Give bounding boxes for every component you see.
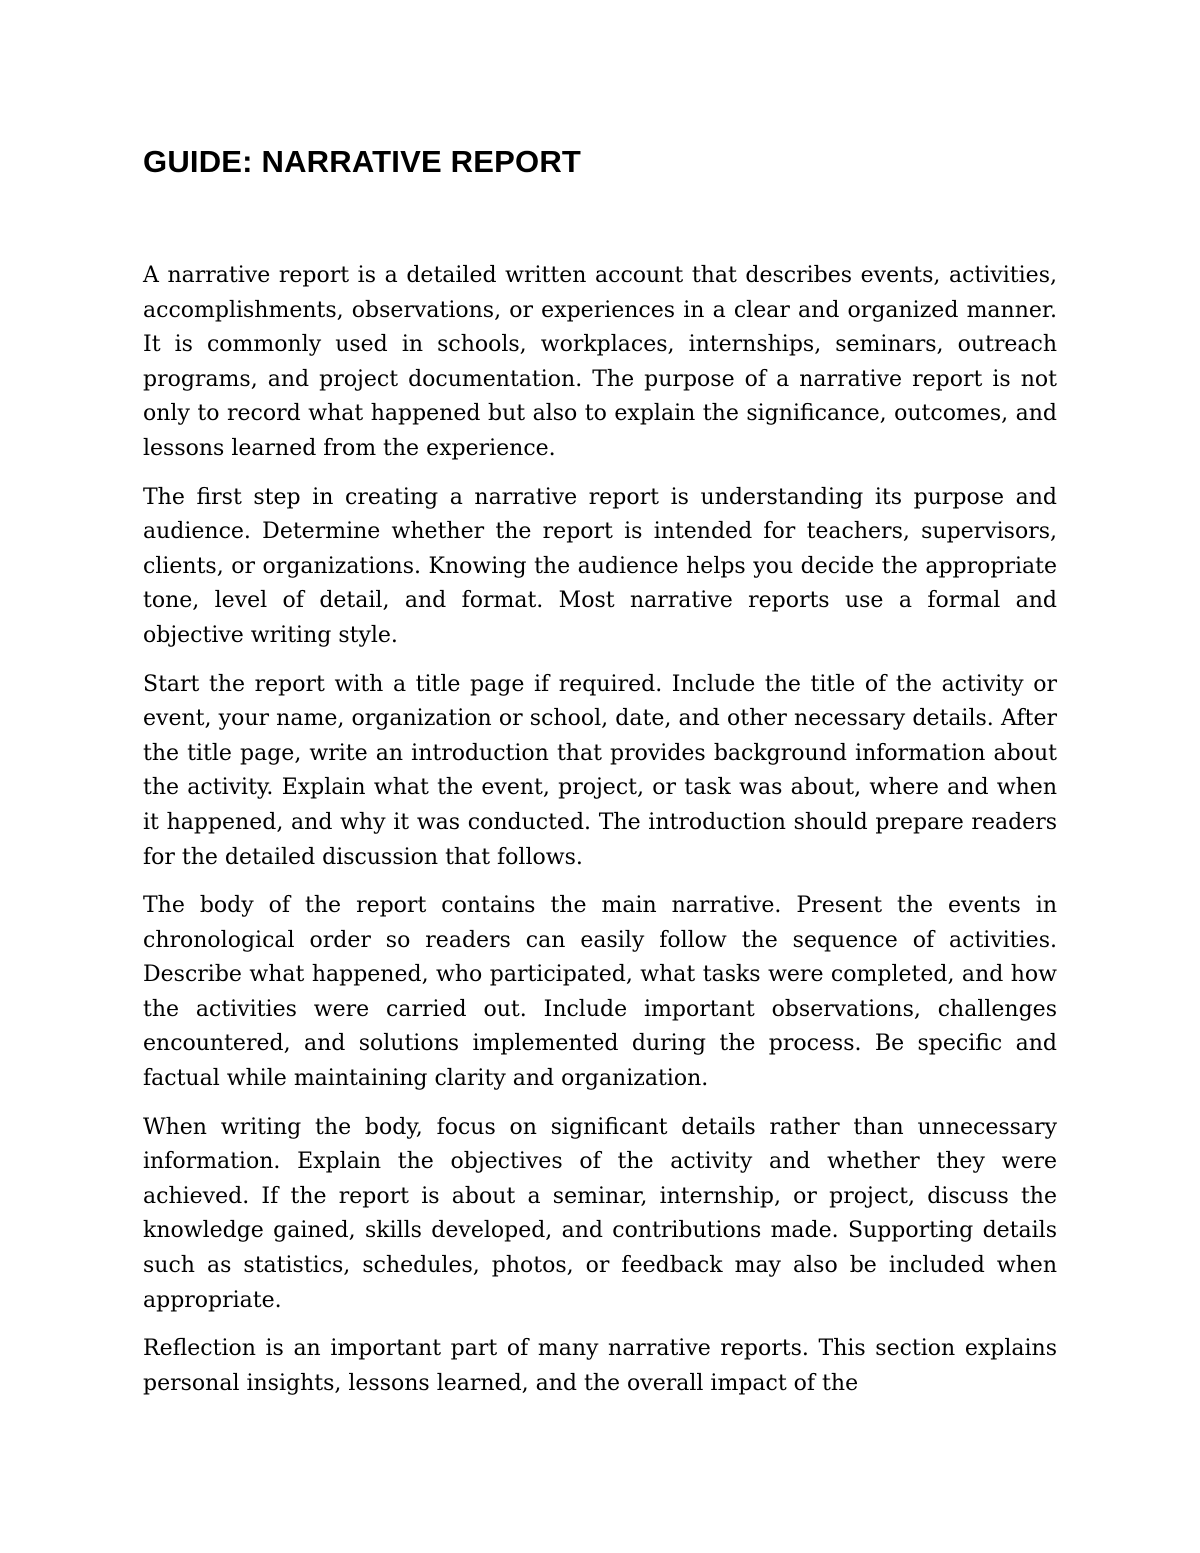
paragraph-purpose-audience: The first step in creating a narrative report is understanding its purpose and audience. Determine whether the report is intended for teachers, supervisors, clients, or organizations. Knowing the audience helps you decide the appropriate tone, level of detail, and format. Most narrative reports use a formal and objective writing style. [143, 484, 1057, 648]
paragraph-body-narrative: The body of the report contains the main narrative. Present the events in chronological order so readers can easily follow the sequence of activities. Describe what happened, who participated, what tasks were completed, and how the activities were carried out. Include important observations, challenges encountered, and solutions implemented during the process. Be specific and factual while maintaining clarity and organization. [143, 893, 1057, 1092]
paragraph-definition: A narrative report is a detailed written account that describes events, activities, accomplishments, observations, or experiences in a clear and organized manner. It is commonly used in schools, workplaces, internships, seminars, outreach programs, and project documentation. The purpose of a narrative report is not only to record what happened but also to explain the significance, outcomes, and lessons learned from the experience. [143, 263, 1057, 461]
paragraph-body-details: When writing the body, focus on significant details rather than unnecessary information. Explain the objectives of the activity and whether they were achieved. If the report is about a seminar, internship, or project, discuss the knowledge gained, skills developed, and contributions made. Supporting details such as statistics, schedules, photos, or feedback may also be included when appropriate. [143, 1114, 1057, 1313]
paragraph-title-introduction: Start the report with a title page if required. Include the title of the activity or event, your name, organization or school, date, and other necessary details. After the title page, write an introduction that provides background information about the activity. Explain what the event, project, or task was about, where and when it happened, and why it was conducted. The introduction should prepare readers for the detailed discussion that follows. [143, 671, 1057, 870]
paragraph-reflection: Reflection is an important part of many narrative reports. This section explains personal insights, lessons learned, and the overall impact of the [143, 1336, 1057, 1396]
document-title: GUIDE: NARRATIVE REPORT [143, 144, 582, 179]
document-body [143, 140, 1057, 1415]
